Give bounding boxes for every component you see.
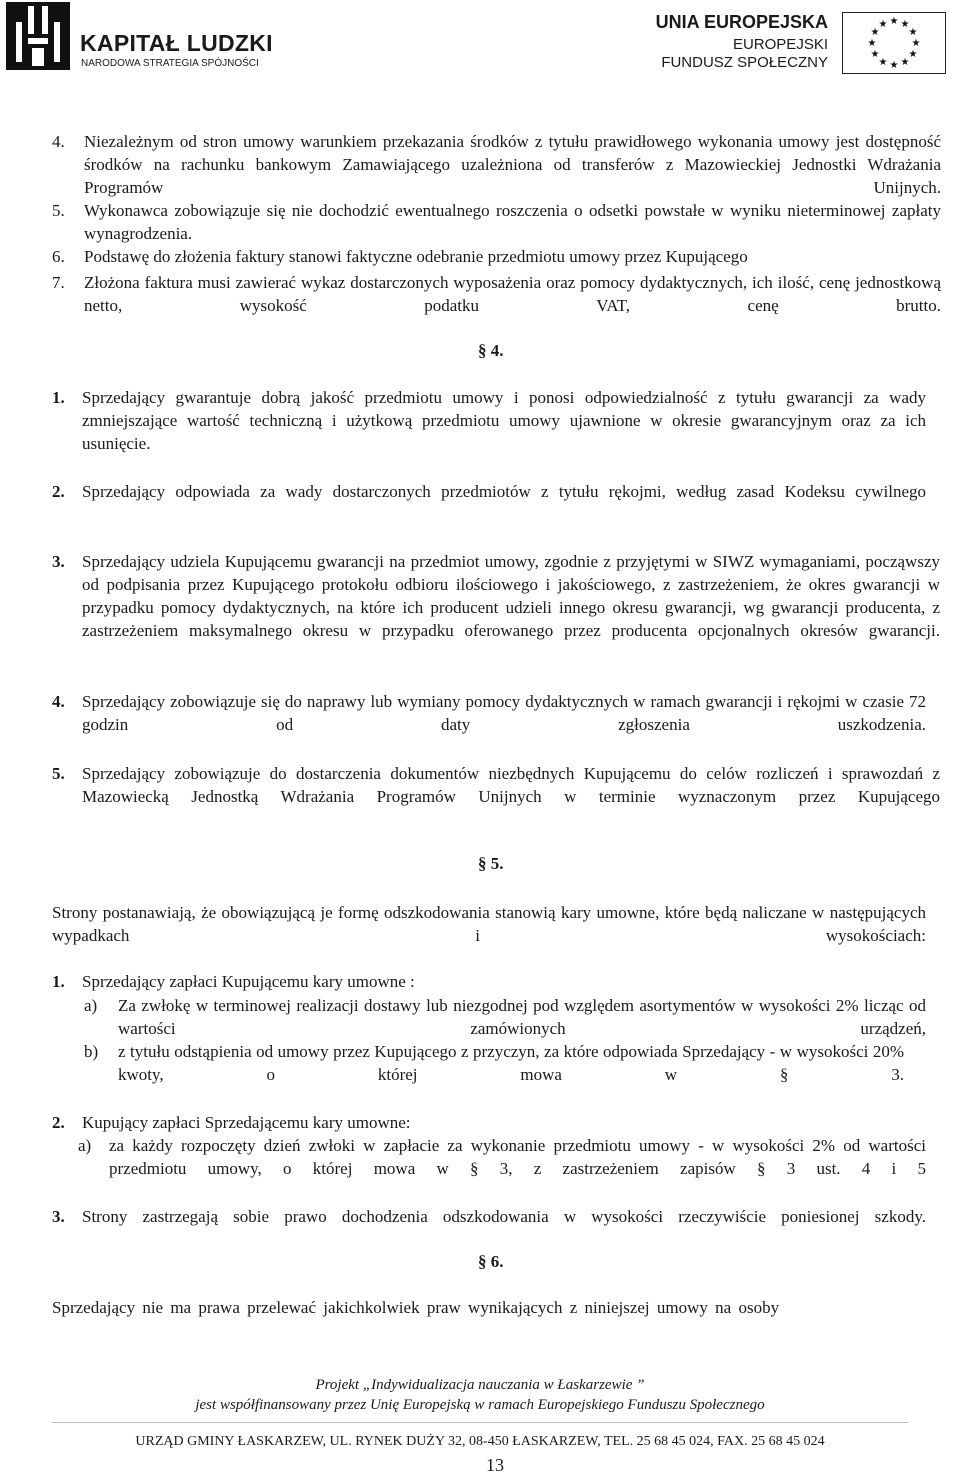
footer-project-line: Projekt „Indywidualizacja nauczania w Łaskarzewie ”: [315, 1377, 645, 1393]
eu-logo: [655, 12, 952, 74]
svg-text:★: ★: [878, 19, 888, 30]
footer-address: URZĄD GMINY ŁASKARZEW, UL. RYNEK DUŻY 32, 08-450 ŁASKARZEW, TEL. 25 68 45 024, FAX. 25 68 45 024: [135, 1434, 825, 1449]
eu-flag-icon: [842, 12, 946, 74]
svg-text:★: ★: [900, 19, 910, 30]
footer-cofinance-line: jest współfinansowany przez Unię Europejską w ramach Europejskiego Funduszu Społecznego: [195, 1397, 765, 1413]
top-item-5-number: 5.: [52, 201, 65, 220]
kapital-ludzki-subtitle: NARODOWA STRATEGIA SPÓJNOŚCI: [81, 58, 259, 69]
s4-item-2-number: 2.: [52, 482, 65, 501]
s4-item-2: [52, 480, 926, 503]
s5-item-1-number: 1.: [52, 972, 65, 991]
top-item-7: [52, 271, 941, 317]
s5-item-2-number: 2.: [52, 1113, 65, 1132]
s5-item-1-sub-a: [84, 994, 926, 1040]
s4-item-2-text: Sprzedający odpowiada za wady dostarczonych przedmiotów z tytułu rękojmi, według zasad Kodeksu cywilnego: [82, 482, 926, 501]
s4-item-4: [52, 690, 926, 736]
eu-logo-line1: UNIA EUROPEJSKA: [655, 12, 828, 32]
s5-intro: Strony postanawiają, że obowiązującą je formę odszkodowania stanowią kary umowne, które będą naliczane w następujących wypadkach i wysokościach:: [52, 903, 926, 945]
s4-item-3: [52, 550, 940, 642]
svg-text:★: ★: [900, 57, 910, 68]
svg-text:★: ★: [870, 27, 880, 38]
s5-item-1-sub-b-text: z tytułu odstąpienia od umowy przez Kupującego z przyczyn, za które odpowiada Sprzedający - w wysokości 20% kwoty, o której mowa w § 3.: [118, 1042, 904, 1084]
s5-item-1-sub-b: [84, 1040, 904, 1086]
top-item-6-number: 6.: [52, 247, 65, 266]
s5-item-2-sub-a-letter: a): [78, 1136, 92, 1155]
s4-item-1-number: 1.: [52, 388, 65, 407]
kapital-ludzki-title: KAPITAŁ LUDZKI: [80, 30, 273, 56]
s5-item-3-number: 3.: [52, 1207, 65, 1226]
svg-text:★: ★: [911, 38, 921, 49]
s4-item-3-number: 3.: [52, 552, 65, 571]
svg-text:★: ★: [908, 27, 918, 38]
footer-divider: [52, 1422, 908, 1423]
s5-item-3: [52, 1205, 926, 1228]
s4-item-3-text: Sprzedający udziela Kupującemu gwarancji na przedmiot umowy, zgodnie z przyjętymi w SIWZ wymaganiami, począwszy od podpisania przez Kupującego protokołu odbioru ilościowego i jakościowego, z zastrzeżeniem, że okres gwarancji w przypadku pomocy dydaktycznych, na które ich producent udzieli innego okresu gwarancji, wg gwarancji producenta, z zastrzeżeniem maksymalnego okresu w przypadku oferowanego przez producenta opcjonalnych okresów gwarancji.: [82, 552, 940, 640]
s5-item-1-sub-a-text: Za zwłokę w terminowej realizacji dostawy lub niezgodnej pod względem asortymentów w wysokości 2% licząc od wartości zamówionych urządzeń,: [118, 996, 926, 1038]
kapital-ludzki-logo: [6, 2, 276, 74]
s5-item-1: [52, 970, 932, 993]
s4-item-5-text: Sprzedający zobowiązuje do dostarczenia dokumentów niezbędnych Kupującemu do celów rozliczeń i sprawozdań z Mazowiecką Jednostką Wdrażania Programów Unijnych w terminie wyznaczonym przez Kupującego: [82, 764, 940, 806]
kapital-ludzki-emblem-icon: [6, 2, 70, 70]
top-item-5-text: Wykonawca zobowiązuje się nie dochodzić ewentualnego roszczenia o odsetki powstałe w wyniku nieterminowej zapłaty wynagrodzenia.: [84, 201, 941, 243]
top-item-7-text: Złożona faktura musi zawierać wykaz dostarczonych wyposażenia oraz pomocy dydaktycznych, ich ilość, cenę jednostkową netto, wysokość podatku VAT, cenę brutto.: [84, 273, 941, 315]
s4-item-1: [52, 386, 926, 455]
s5-item-2-sub-a: [78, 1134, 926, 1180]
top-item-7-number: 7.: [52, 273, 65, 292]
top-item-4-text: Niezależnym od stron umowy warunkiem przekazania środków z tytułu prawidłowego wykonania umowy jest dostępność środków na rachunku bankowym Zamawiającego uzależniona od transferów z Mazowieckiej Jednostki Wdrażania Programów Unijnych.: [84, 132, 941, 197]
s6-text: Sprzedający nie ma prawa przelewać jakichkolwiek praw wynikających z niniejszej umowy na osoby: [52, 1298, 780, 1317]
svg-text:★: ★: [878, 57, 888, 68]
top-item-4: [52, 130, 941, 199]
top-item-5: [52, 199, 941, 245]
svg-text:★: ★: [889, 16, 899, 27]
s4-item-5-number: 5.: [52, 764, 65, 783]
s4-item-5: [52, 762, 940, 808]
s5-item-1-sub-b-letter: b): [84, 1042, 99, 1061]
top-item-6-text: Podstawę do złożenia faktury stanowi faktyczne odebranie przedmiotu umowy przez Kupującego: [84, 247, 748, 266]
s4-item-1-text: Sprzedający gwarantuje dobrą jakość przedmiotu umowy i ponosi odpowiedzialność z tytułu gwarancji za wady zmniejszające wartość techniczną i użytkową przedmiotu umowy ujawnione w okresie gwarancyjnym oraz za ich usunięcie.: [82, 388, 926, 453]
s5-item-2: [52, 1111, 932, 1134]
svg-text:★: ★: [867, 38, 877, 49]
s5-item-1-text: Sprzedający zapłaci Kupującemu kary umowne :: [82, 972, 415, 991]
top-item-4-number: 4.: [52, 132, 65, 151]
s5-item-1-sub-a-letter: a): [84, 996, 98, 1015]
top-item-6: [52, 245, 941, 268]
svg-text:★: ★: [870, 49, 880, 60]
svg-text:★: ★: [908, 49, 918, 60]
eu-logo-line3: FUNDUSZ SPOŁECZNY: [661, 54, 828, 71]
s5-item-3-text: Strony zastrzegają sobie prawo dochodzenia odszkodowania w wysokości rzeczywiście poniesionej szkody.: [82, 1207, 926, 1226]
s5-item-2-sub-a-text: za każdy rozpoczęty dzień zwłoki w zapłacie za wykonanie przedmiotu umowy - w wysokości 2% od wartości przedmiotu umowy, o której mowa w § 3, z zastrzeżeniem zapisów § 3 ust. 4 i 5: [109, 1136, 926, 1178]
s4-item-4-text: Sprzedający zobowiązuje się do naprawy lub wymiany pomocy dydaktycznych w ramach gwarancji i rękojmi w czasie 72 godzin od daty zgłoszenia uszkodzenia.: [82, 692, 926, 734]
svg-text:★: ★: [889, 60, 899, 71]
eu-logo-line2: EUROPEJSKI: [732, 36, 828, 53]
s5-item-2-text: Kupujący zapłaci Sprzedającemu kary umowne:: [82, 1113, 411, 1132]
s4-item-4-number: 4.: [52, 692, 65, 711]
page-number: 13: [486, 1455, 504, 1475]
